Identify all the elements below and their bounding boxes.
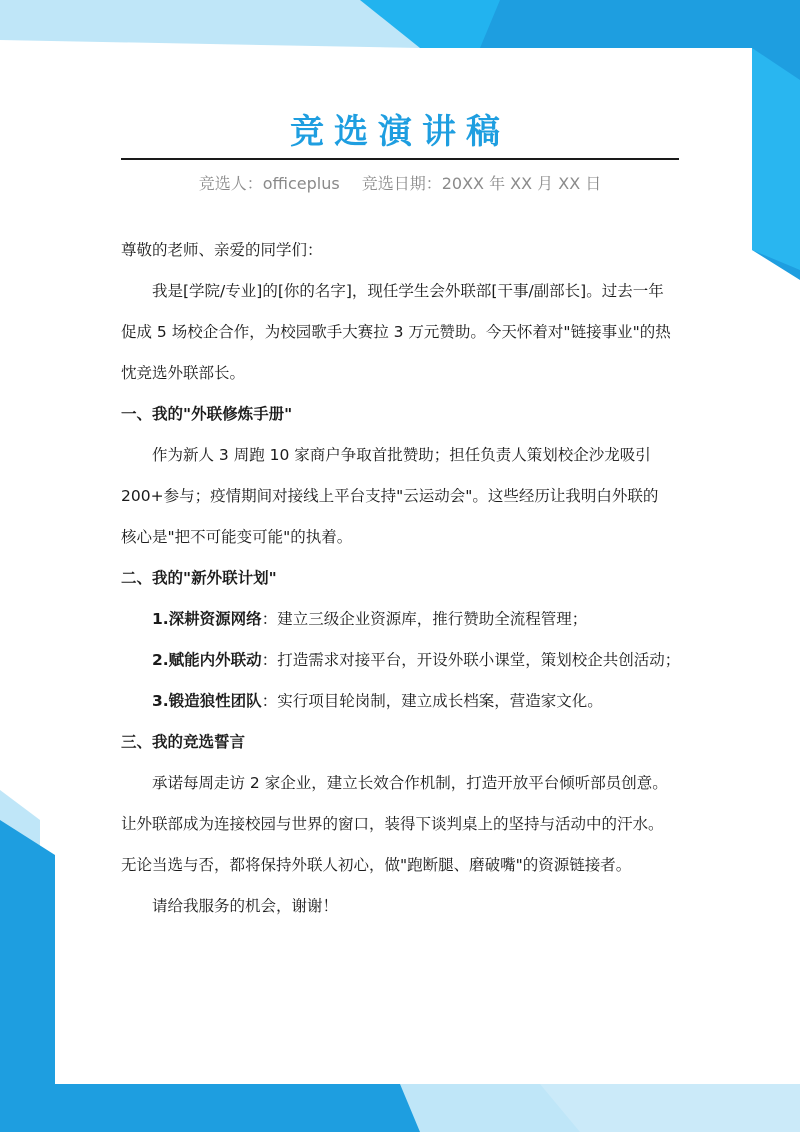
- document-title: 竞选演讲稿: [290, 112, 510, 152]
- plan-item: [121, 691, 681, 711]
- plan-item-text: ：打造需求对接平台，开设外联小课堂，策划校企共创活动；: [261, 651, 681, 669]
- speech-body: [121, 240, 681, 937]
- section3-line: 让外联部成为连接校园与世界的窗口，装得下谈判桌上的坚持与活动中的汗水。: [121, 815, 664, 833]
- intro-line: 促成 5 场校企合作，为校园歌手大赛拉 3 万元赞助。今天怀着对"链接事业"的热: [121, 323, 671, 341]
- plan-item-text: ：建立三级企业资源库，推行赞助全流程管理；: [261, 610, 588, 628]
- plan-item: [121, 609, 681, 629]
- intro-line: 忱竞选外联部长。: [121, 364, 246, 382]
- election-date: 竞选日期：20XX 年 XX 月 XX 日: [361, 174, 602, 193]
- document-meta: [0, 172, 800, 196]
- plan-item-label: 2.赋能内外联动: [152, 651, 262, 669]
- plan-item-label: 3.锻造狼性团队: [152, 692, 262, 710]
- intro-line: 我是[学院/专业]的[你的名字]，现任学生会外联部[干事/副部长]。过去一年: [152, 282, 664, 300]
- closing-line: 请给我服务的机会，谢谢！: [152, 897, 339, 915]
- section-heading-2: 二、我的"新外联计划": [121, 569, 277, 587]
- plan-item: [121, 650, 681, 670]
- section-heading-3: 三、我的竞选誓言: [121, 733, 246, 751]
- section3-line: 承诺每周走访 2 家企业，建立长效合作机制，打造开放平台倾听部员创意。: [152, 774, 668, 792]
- section1-line: 作为新人 3 周跑 10 家商户争取首批赞助；担任负责人策划校企沙龙吸引: [152, 446, 651, 464]
- salutation: 尊敬的老师、亲爱的同学们：: [121, 241, 323, 259]
- title-divider: [121, 158, 679, 160]
- section3-line: 无论当选与否，都将保持外联人初心，做"跑断腿、磨破嘴"的资源链接者。: [121, 856, 632, 874]
- section-heading-1: 一、我的"外联修炼手册": [121, 405, 293, 423]
- plan-item-label: 1.深耕资源网络: [152, 610, 262, 628]
- plan-item-text: ：实行项目轮岗制，建立成长档案，营造家文化。: [261, 692, 603, 710]
- section1-line: 200+参与；疫情期间对接线上平台支持"云运动会"。这些经历让我明白外联的: [121, 487, 659, 505]
- section1-line: 核心是"把不可能变可能"的执着。: [121, 528, 353, 546]
- candidate-name: 竞选人：officeplus: [198, 174, 340, 193]
